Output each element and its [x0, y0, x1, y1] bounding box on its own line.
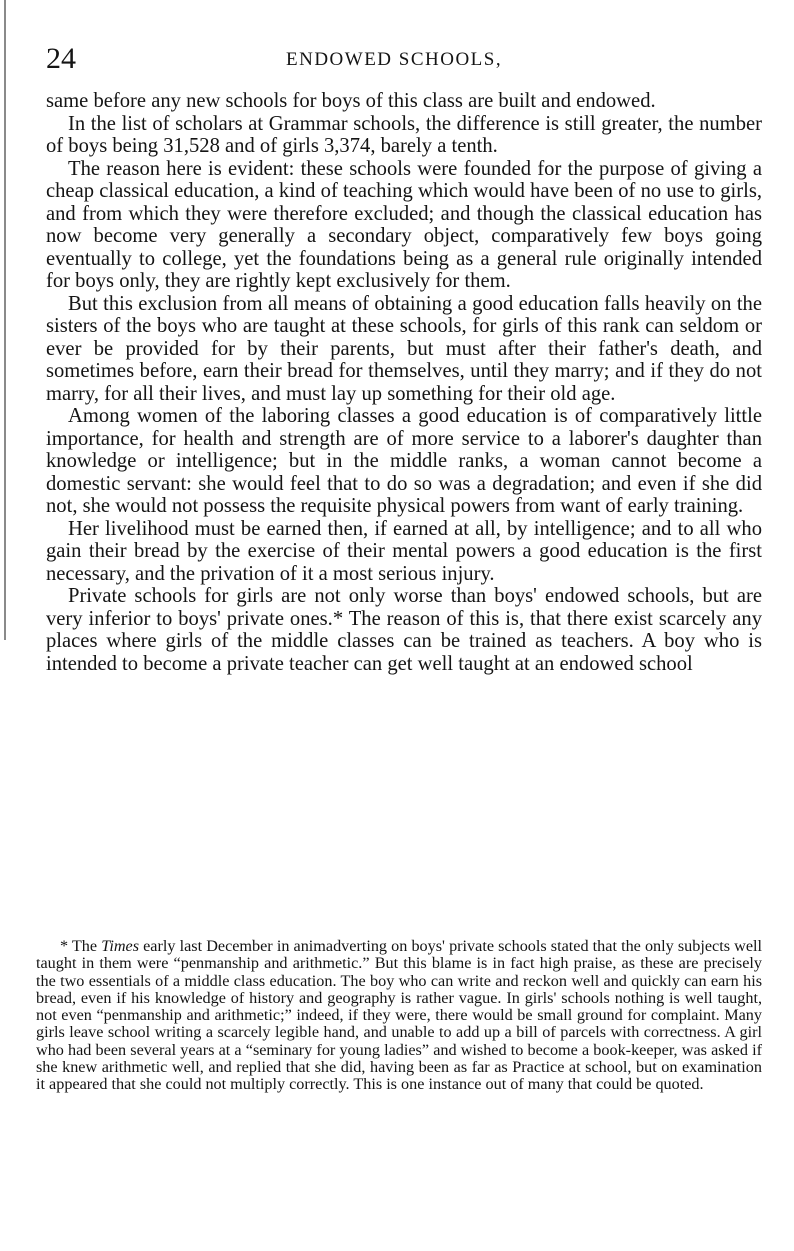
paragraph: In the list of scholars at Grammar schools, the difference is still greater, the number of boys being 31,528 and of girls 3,374, barely a tenth. [46, 112, 762, 157]
page-number: 24 [46, 42, 76, 75]
footnote-paragraph [36, 938, 762, 1094]
footnote-marker: * The [60, 937, 98, 955]
body-text [46, 90, 762, 675]
footnote-text: early last December in animadverting on boys' private schools stated that the only subjects well taught in them were “penmanship and arithmetic.” But this blame is in fact high praise, as these are precisely the two essentials of a middle class education. The boy who can write and reckon well and quickly can earn his bread, even if his knowledge of history and geography is rather vague. In girls' schools nothing is well taught, not even “penmanship and arithmetic;” indeed, if they were, there would be small ground for complaint. Many girls leave school writing a scarcely legible hand, and unable to add up a bill of parcels with correctness. A girl who had been several years at a “seminary for young ladies” and wished to become a book-keeper, was asked if she knew arithmetic well, and replied that she did, having been as far as Practice at school, but on examination it appeared that she could not multiply correctly. This is one instance out of many that could be quoted. [36, 937, 763, 1094]
footnote-italic-title: Times [101, 937, 139, 955]
paragraph: same before any new schools for boys of this class are built and endowed. [46, 90, 656, 112]
footnote [36, 938, 762, 1094]
running-title: ENDOWED SCHOOLS, [286, 49, 503, 70]
paragraph: Her livelihood must be earned then, if earned at all, by intelligence; and to all who gain their bread by the exercise of their mental powers a good education is the first necessary, and the privation of it a most serious injury. [46, 517, 762, 585]
page-header [46, 40, 762, 80]
paragraph: Among women of the laboring classes a good education is of comparatively little importance, for health and strength are of more service to a laborer's daughter than knowledge or intelligence; but in the middle ranks, a woman cannot become a domestic servant: she would feel that to do so was a degradation; and even if she did not, she would not possess the requisite physical powers from want of early training. [46, 405, 762, 517]
page-edge-line [4, 0, 6, 640]
paragraph: The reason here is evident: these schools were founded for the purpose of giving a cheap classical education, a kind of teaching which would have been of no use to girls, and from which they were therefore excluded; and though the classical education has now become very generally a secondary object, comparatively few boys going eventually to college, yet the foundations being as a general rule originally intended for boys only, they are rightly kept exclusively for them. [46, 157, 762, 292]
paragraph: But this exclusion from all means of obtaining a good education falls heavily on the sisters of the boys who are taught at these schools, for girls of this rank can seldom or ever be provided for by their parents, but must after their father's death, and sometimes before, earn their bread for themselves, until they marry; and if they do not marry, for all their lives, and must lay up something for their old age. [46, 292, 762, 405]
paragraph: Private schools for girls are not only worse than boys' endowed schools, but are very inferior to boys' private ones.* The reason of this is, that there exist scarcely any places where girls of the middle classes can be trained as teachers. A boy who is intended to become a private teacher can get well taught at an endowed school [46, 585, 762, 675]
